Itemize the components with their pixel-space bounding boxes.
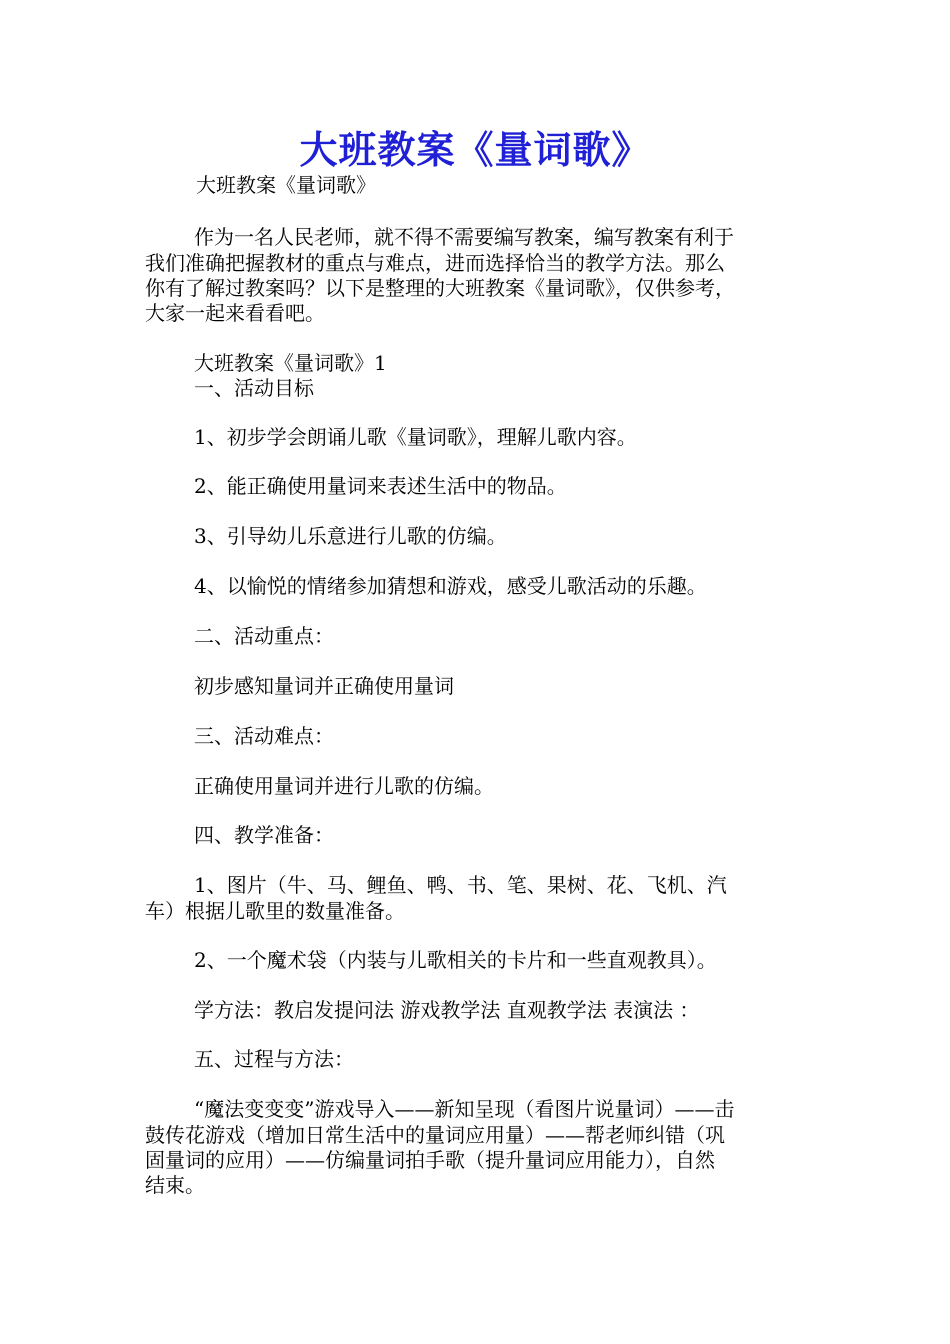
prep-heading: 四、教学准备： [194, 823, 334, 847]
goal-item: 2、能正确使用量词来表述生活中的物品。 [194, 474, 567, 498]
process-line: 结束。 [145, 1173, 205, 1197]
intro-line: 作为一名人民老师，就不得不需要编写教案，编写教案有利于 [194, 225, 734, 249]
goal-item: 3、引导幼儿乐意进行儿歌的仿编。 [194, 524, 507, 548]
intro-line: 你有了解过教案吗？以下是整理的大班教案《量词歌》，仅供参考， [145, 276, 735, 300]
goal-item: 4、以愉悦的情绪参加猜想和游戏，感受儿歌活动的乐趣。 [194, 574, 707, 598]
section-heading: 大班教案《量词歌》1 [194, 351, 387, 375]
process-line: “魔法变变变”游戏导入——新知呈现（看图片说量词）——击 [194, 1097, 735, 1121]
document-subtitle: 大班教案《量词歌》 [196, 173, 376, 197]
goals-heading: 一、活动目标 [194, 376, 314, 400]
prep-item-1-line: 1、图片（牛、马、鲤鱼、鸭、书、笔、果树、花、飞机、汽 [194, 873, 727, 897]
difficulty-heading: 三、活动难点： [194, 724, 334, 748]
process-line: 固量词的应用）——仿编量词拍手歌（提升量词应用能力），自然 [145, 1148, 715, 1172]
process-line: 鼓传花游戏（增加日常生活中的量词应用量）——帮老师纠错（巩 [145, 1123, 725, 1147]
key-text: 初步感知量词并正确使用量词 [194, 674, 454, 698]
intro-line: 我们准确把握教材的重点与难点，进而选择恰当的教学方法。那么 [145, 251, 725, 275]
document-title: 大班教案《量词歌》 [299, 128, 651, 172]
difficulty-text: 正确使用量词并进行儿歌的仿编。 [194, 774, 494, 798]
goal-item: 1、初步学会朗诵儿歌《量词歌》，理解儿歌内容。 [194, 425, 637, 449]
prep-item-1-line: 车）根据儿歌里的数量准备。 [145, 899, 405, 923]
key-heading: 二、活动重点： [194, 624, 334, 648]
process-heading: 五、过程与方法： [194, 1047, 354, 1071]
methods-text: 学方法：教启发提问法 游戏教学法 直观教学法 表演法 ： [194, 998, 700, 1022]
intro-line: 大家一起来看看吧。 [145, 301, 325, 325]
prep-item-2: 2、一个魔术袋（内装与儿歌相关的卡片和一些直观教具）。 [194, 948, 717, 972]
